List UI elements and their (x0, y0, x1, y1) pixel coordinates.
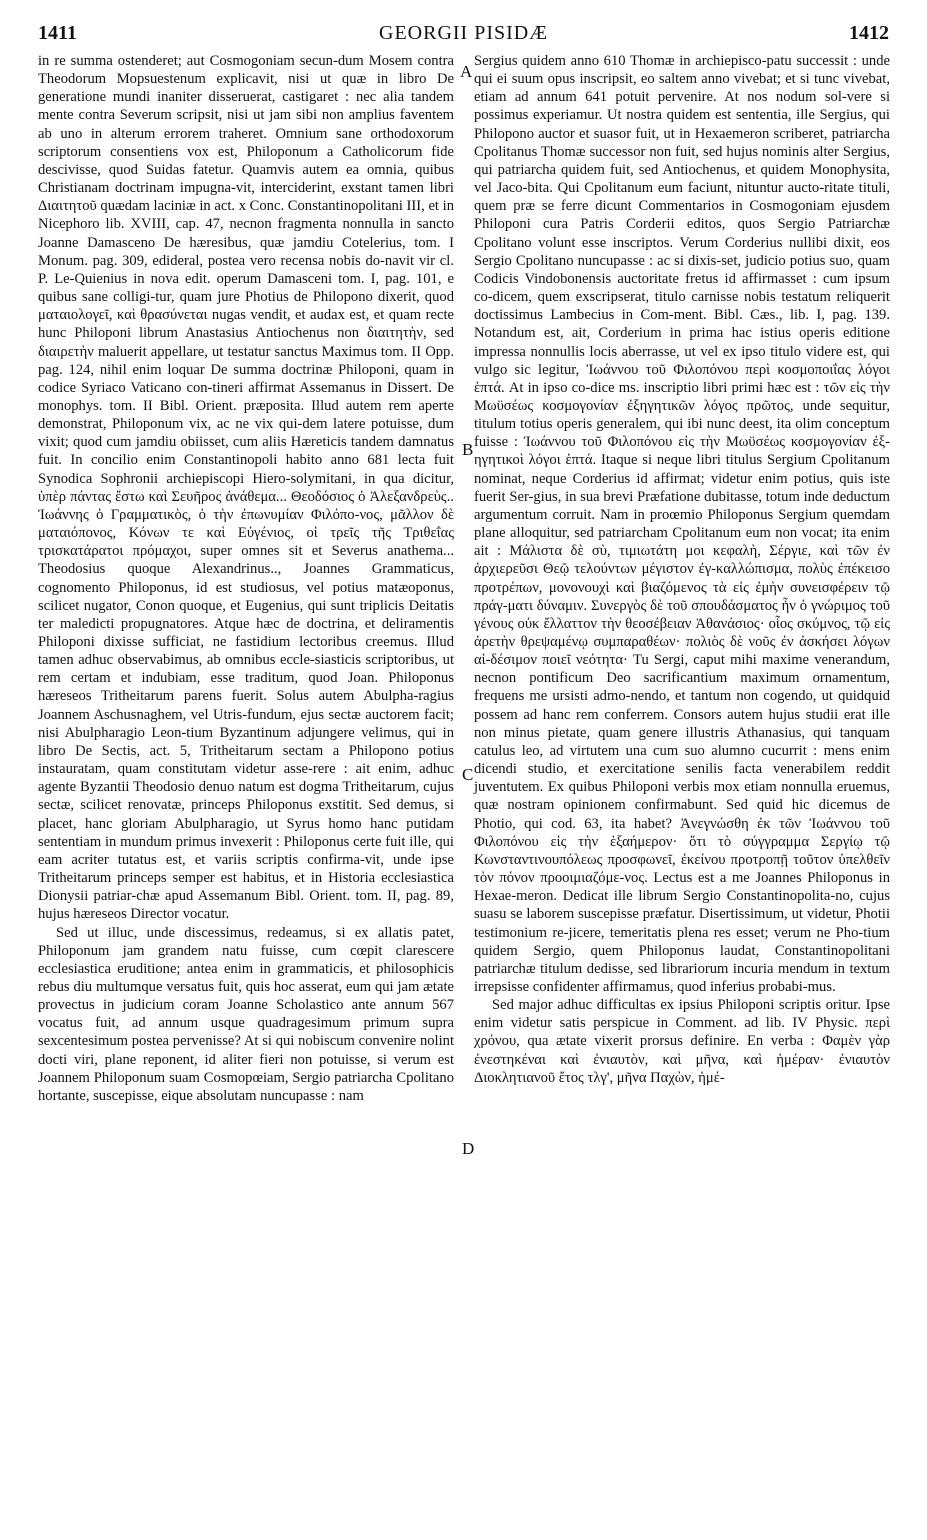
left-column (38, 52, 454, 1105)
running-head (38, 22, 889, 48)
margin-marker-b: B (462, 440, 474, 459)
margin-marker-a: A (460, 62, 473, 81)
margin-marker-c: C (462, 765, 474, 784)
right-paragraph-1: Sergius quidem anno 610 Thomæ in archiepisco-patu successit : unde qui ei suum opus inscripsit, eo saltem anno vivebat; et si tunc vivebat, etiam ad annum 641 potuit pervenire. At nos nodum sol-vere si possimus experiamur. Ut nostra quidem est sententia, ille Sergius, qui Philopono auctor et suasor fuit, ut in Hexaemeron scriberet, patriarcha Cpolitanus Thomæ successor non fuit, sed hujus nominis alter Sergius, qui patriarcha quidem fuit, sed Antiochenus, et quidem Monophysita, vel Jaco-bita. Qui Cpolitanum eum faciunt, nituntur aucto-ritate tituli, quem præ se ferre dicunt Commentarios in Cosmogoniam ejusdem Philoponi cura Patris Corderii editos, quos Sergio Patriarchæ Cpolitano volunt esse inscriptos. Verum Corderius nullibi dixit, eos Sergio Cpolitano nuncupasse : ac si dixis-set, judicio potius suo, quam Codicis Vindobonensis auctoritate fretus id affirmasset : cum ipsum co-dicem, quem exscripserat, titulo carnisse nobis testatum reliquerit doctissimus Lambecius in Com-ment. Bibl. Cæs., lib. I, pag. 139. Notandum est, ait, Corderium in prima hac istius operis editione impressa nonnullis locis aberrasse, ut vel ex ipso titulo videre est, qui vulgo sic legitur, Ἰωάννου τοῦ Φιλοπόνου περὶ κοσμοποιΐας λόγοι ἑπτά. At in ipso co-dice ms. inscriptio libri primi hæc est : τῶν εἰς τὴν Μωϋσέως κοσμογονίαν ἐξηγητικῶν λόγος πρῶτος, unde sequitur, titulum totius operis generalem, qui ibi nunc deest, ita olim conceptum fuisse : Ἰωάννου τοῦ Φιλοπόνου εἰς τὴν Μωϋσέως κοσμογονίαν ἐξ-ηγητικοὶ λόγοι ἑπτά. Itaque si neque libri titulus Sergium Cpolitanum nominat, neque Corderius id affirmat; videtur enim potius, quis iste fuerit Ser-gius, in sua brevi Præfatione dubitasse, totum inde deductum argumentum corruit. Nam in proœmio Philoponus Sergium quemdam plane alloquitur, sed patriarcham Cpolitanum eum non vocat; ita enim ait : Μάλιστα δὲ σὺ, τιμιωτάτη μοι κεφαλὴ, Σέργιε, καὶ τῶν ἐν ἀρχιερεῦσι Θεῷ τελούντων μέγιστον ἐγ-καλλώπισμα, πολὺς ἐπέκεισο προτρέπων, μονονουχὶ καὶ βιαζόμενος τὰ εἰς ἐμὴν συνεισφέρειν τῷ πράγ-ματι δύναμιν. Συνεργὸς δὲ τοῦ σπουδάσματος ἦν ὁ γνώριμος τοῦ γένους οὐκ ἔλλαττον τὴν θεοσέβειαν Ἀθανάσιος· οἷος σκύμνος, τῷ εἰς ἀρετὴν θρεψαμένῳ συμπαραθέων· πολιὸς δὲ νοῦς ἐν ἀσκήσει λόγων αἰ-δέσιμον ποιεῖ νεότητα· Tu Sergi, caput mihi maxime venerandum, necnon pontificum Deo sacrificantium maximum ornamentum, frequens me ursisti admo-nendo, et tantum non cogendo, ut quidquid possem ad hanc rem conferrem. Consors autem hujus studii erat ille non minus pietate, quam genere illustris Athanasius, qui tanquam catulus leo, ad virtutem una cum suo alumno cucurrit : mens enim dicendi studio, et exercitatione senilis facta venerabilem reddit juventutem. Ex quibus Philoponi verbis mox etiam nonnulla eruemus, quæ nostram opinionem confirmabunt. Sed quid hic dicemus de Photio, qui cod. 63, ita habet? Ἀνεγνώσθη ἐκ τῶν Ἰωάννου τοῦ Φιλοπόνου εἰς τὴν ἑξαήμερον· ὅτι τὸ σύγγραμμα Σεργίῳ τῷ Κωνσταντινουπόλεως προσφωνεῖ, ἐκείνου προτροπῇ τοῦτον ὑπελθεῖν τὸν πόνον προοιμιαζόμε-νος. Lectus est a me Joannes Philoponus in Hexae-meron. Dedicat ille librum Sergio Constantinopolita-no, cujus suasu se laborem suscepisse præfatur. Disertissimum, ut videtur, Photii testimonium re-jicere, temeritatis plena res esset; verum ne Pho-tium quidem Sergio, quem Philoponus laudat, Constantinopolitani patriarchæ titulum dedisse, sed librariorum incuria mendum in textum irrepsisse confidenter affirmamus, quod inferius probabi-mus. (474, 53, 890, 995)
left-paragraph-1: in re summa ostenderet; aut Cosmogoniam secun-dum Mosem contra Theodorum Mopsuestenum explicavit, nisi ut quæ in libro De generatione mundi inaniter disseruerat, castigaret : nec alia tandem mente contra Severum scripsit, nisi ut jam sibi non amplius faventem ab uno in alterum errorem traheret. Omnium sane orthodoxorum scriptorum consentiens vox est, Philoponum a Catholicorum fide descivisse, quod Suidas fatetur. Quamvis autem ea omnia, quibus Christianam doctrinam impugna-vit, interciderint, exstant tamen libri Διαιτητοῦ quædam laciniæ in act. x Conc. Constantinopolitani III, et in Nicephoro lib. XVIII, cap. 47, necnon fragmenta nonnulla in sancto Joanne Damasceno De hæresibus, quæ jamdiu Cotelerius, tom. I Monum. pag. 309, edideral, postea vero recensa nobis do-navit vir cl. P. Le-Quienius in nova edit. operum Damasceni tom. I, pag. 101, e quibus sane colligi-tur, quam jure Photius de Philopono dixerit, quod ματαιολογεῖ, καὶ θρασύνεται nugas vendit, et audax est, et quam recte hunc Philoponi librum Anastasius Antiochenus non διαιτητὴν, sed διαιρετὴν maluerit appellare, ut testatur sanctus Maximus tom. II Opp. pag. 124, nihil enim loquar De summa doctrinæ Philoponi, quam in codice Syriaco Vaticano con-tineri affirmat Assemanus in Dissert. De monophys. tom. II Bibl. Orient. præposita. Illud autem rem aperte demonstrat, Philoponum vix, ac ne vix qui-dem latere potuisse, dum vixit; quod cum jamdiu obiisset, cum aliis Hæreticis tandem damnatus fuit. In concilio enim Constantinopoli habito anno 681 lecta fuit Synodica Sophronii archiepiscopi Hiero-solymitani, in qua dicitur, ὑπὲρ πάντας ἔστω καὶ Σευῆρος ἀνάθεμα... Θεοδόσιος ὁ Ἀλεξανδρεὺς.. Ἰωάννης ὁ Γραμματικὸς, ὁ τὴν ἐπωνυμίαν Φιλόπο-νος, μᾶλλον δὲ ματαιόπονος, Κόνων τε καὶ Εὐγένιος, οἱ τρεῖς τῆς Τριθεΐας τρισκατάρατοι πρόμαχοι, super omnes sit et Severus anathema... Theodosius quoque Alexandrinus.., Joannes Grammaticus, cognomento Philoponus, id est studiosus, vel potius matæoponus, scilicet nugator, Conon quoque, et Eugenius, qui sunt triplicis Deitatis ter maledicti propugnatores. Atque hæc de doctrina, et deliramentis Philoponi dixisse sufficiat, ne fastidium lectoribus creemus. Illud tamen adhuc observabimus, ab omnibus eccle-siasticis scriptoribus, ut rem certam et indubiam, esse traditum, quod Joan. Philoponus hæreseos Tritheitarum parens fuerit. Solus autem Abulpha-ragius Joannem Aschusnaghem, vel Utris-fundum, ejus sectæ auctorem facit; nisi Abulpharagio Leon-tium Byzantinum adjungere velimus, qui in libro De Sectis, act. 5, Tritheitarum sectam a Philopono potius instauratam, quam constitutam videtur asse-rere : ait enim, adhuc agente Byzantii Theodosio denuo natum est dogma Tritheitarum, cujus sectæ, scilicet renovatæ, princeps Philoponus exstitit. Sed demus, si placet, hanc gloriam Abulpharagio, ut Syrus homo hanc putidam sententiam in mundum primus invexerit : Philoponus certe fuit ille, qui eam acriter tutatus est, et variis scriptis confirma-vit, unde ipse Tritheitarum princeps semper est habitus, et in Historia ecclesiastica Dionysii patriar-chæ apud Assemanum Bibl. Orient. tom. II, pag. 89, hujus hæreseos Director vocatur. (38, 53, 454, 923)
page-number-left: 1411 (38, 22, 77, 44)
left-paragraph-2: Sed ut illuc, unde discessimus, redeamus, si ex allatis patet, Philoponum jam grandem natu fuisse, cum cœpit clarescere ecclesiastica eruditione; antea enim in grammaticis, et philosophicis rebus diu multumque versatus fuit, quis hoc asserat, eum qui jam ætate provectus in judicium coram Joanne Scholastico ante annum 567 vocatus fuit, ad annum usque quadragesimum primum supra sexcentesimum postea pervenisse? At si qui nobiscum convenire nolint docti viri, plane reponent, id aliter fieri non potuisse, si verum est Joannem Philoponum suam Cosmopœiam, Sergio patriarcha Cpolitano hortante, suscepisse, eique absolutam nuncupasse : nam (38, 924, 454, 1104)
margin-marker-d: D (462, 1139, 475, 1158)
running-title: GEORGII PISIDÆ (379, 22, 548, 44)
page-number-right: 1412 (849, 22, 889, 44)
right-column (474, 52, 890, 1087)
right-paragraph-2: Sed major adhuc difficultas ex ipsius Philoponi scriptis oritur. Ipse enim videtur satis perspicue in Comment. ad lib. IV Physic. περὶ χρόνου, qua ætate vixerit prorsus definire. En verba : Φαμὲν γὰρ ἐνεστηκέναι καὶ ἐνιαυτὸν, καὶ μῆνα, καὶ ἡμέραν· ἐνιαυτὸν Διοκλητιανοῦ ἔτος τλγ', μῆνα Παχὼν, ἡμέ- (474, 997, 890, 1086)
